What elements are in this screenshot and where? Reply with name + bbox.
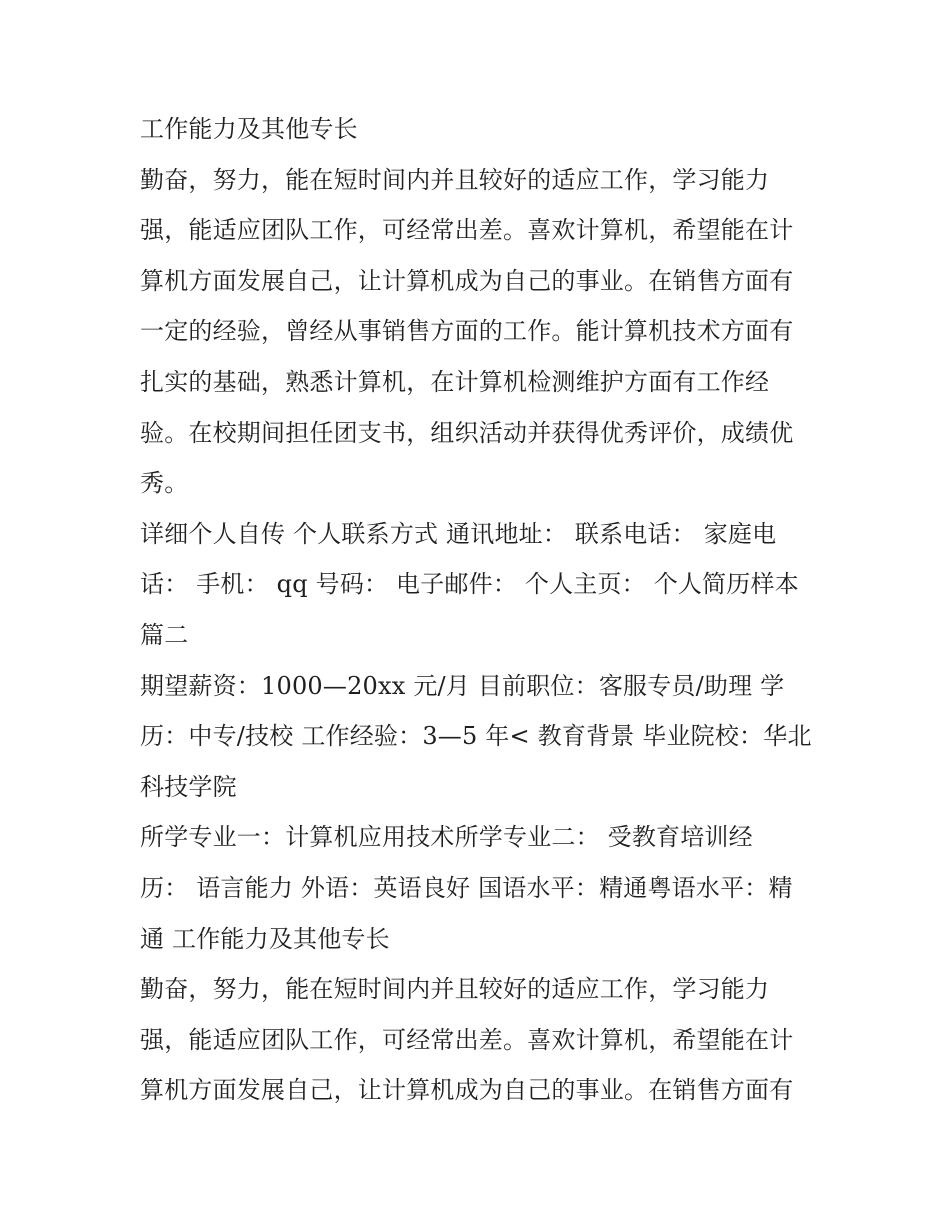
text-line: 强，能适应团队工作，可经常出差。喜欢计算机，希望能在计: [140, 1025, 794, 1054]
text-line: 所学专业一：计算机应用技术所学专业二： 受教育培训经: [140, 823, 753, 852]
text-line: 勤奋，努力，能在短时间内并且较好的适应工作，学习能力: [140, 975, 770, 1004]
text-line: 扎实的基础，熟悉计算机，在计算机检测维护方面有工作经: [140, 367, 770, 396]
text-line: 通 工作能力及其他专长: [140, 924, 390, 953]
text-line: 科技学院: [140, 772, 237, 801]
text-line: 历：中专/技校 工作经验：3—5 年< 教育背景 毕业院校：华北: [140, 722, 812, 751]
text-line: 算机方面发展自己，让计算机成为自己的事业。在销售方面有: [140, 1076, 794, 1105]
text-line: 验。在校期间担任团支书，组织活动并获得优秀评价，成绩优: [140, 418, 794, 447]
text-line: 篇二: [140, 620, 189, 649]
text-line: 一定的经验，曾经从事销售方面的工作。能计算机技术方面有: [140, 317, 794, 346]
text-line: 历： 语言能力 外语：英语良好 国语水平：精通粤语水平：精: [140, 873, 793, 902]
document-body: [140, 104, 840, 1116]
text-line: 详细个人自传 个人联系方式 通讯地址： 联系电话： 家庭电: [140, 519, 777, 548]
text-line: 期望薪资：1000—20xx 元/月 目前职位：客服专员/助理 学: [140, 671, 785, 700]
text-line: 算机方面发展自己，让计算机成为自己的事业。在销售方面有: [140, 266, 794, 295]
text-line: 工作能力及其他专长: [140, 115, 358, 143]
text-line: 秀。: [140, 469, 189, 498]
text-line: 话： 手机： qq 号码： 电子邮件： 个人主页： 个人简历样本: [140, 570, 799, 599]
text-line: 强，能适应团队工作，可经常出差。喜欢计算机，希望能在计: [140, 216, 794, 245]
text-line: 勤奋，努力，能在短时间内并且较好的适应工作，学习能力: [140, 165, 770, 194]
